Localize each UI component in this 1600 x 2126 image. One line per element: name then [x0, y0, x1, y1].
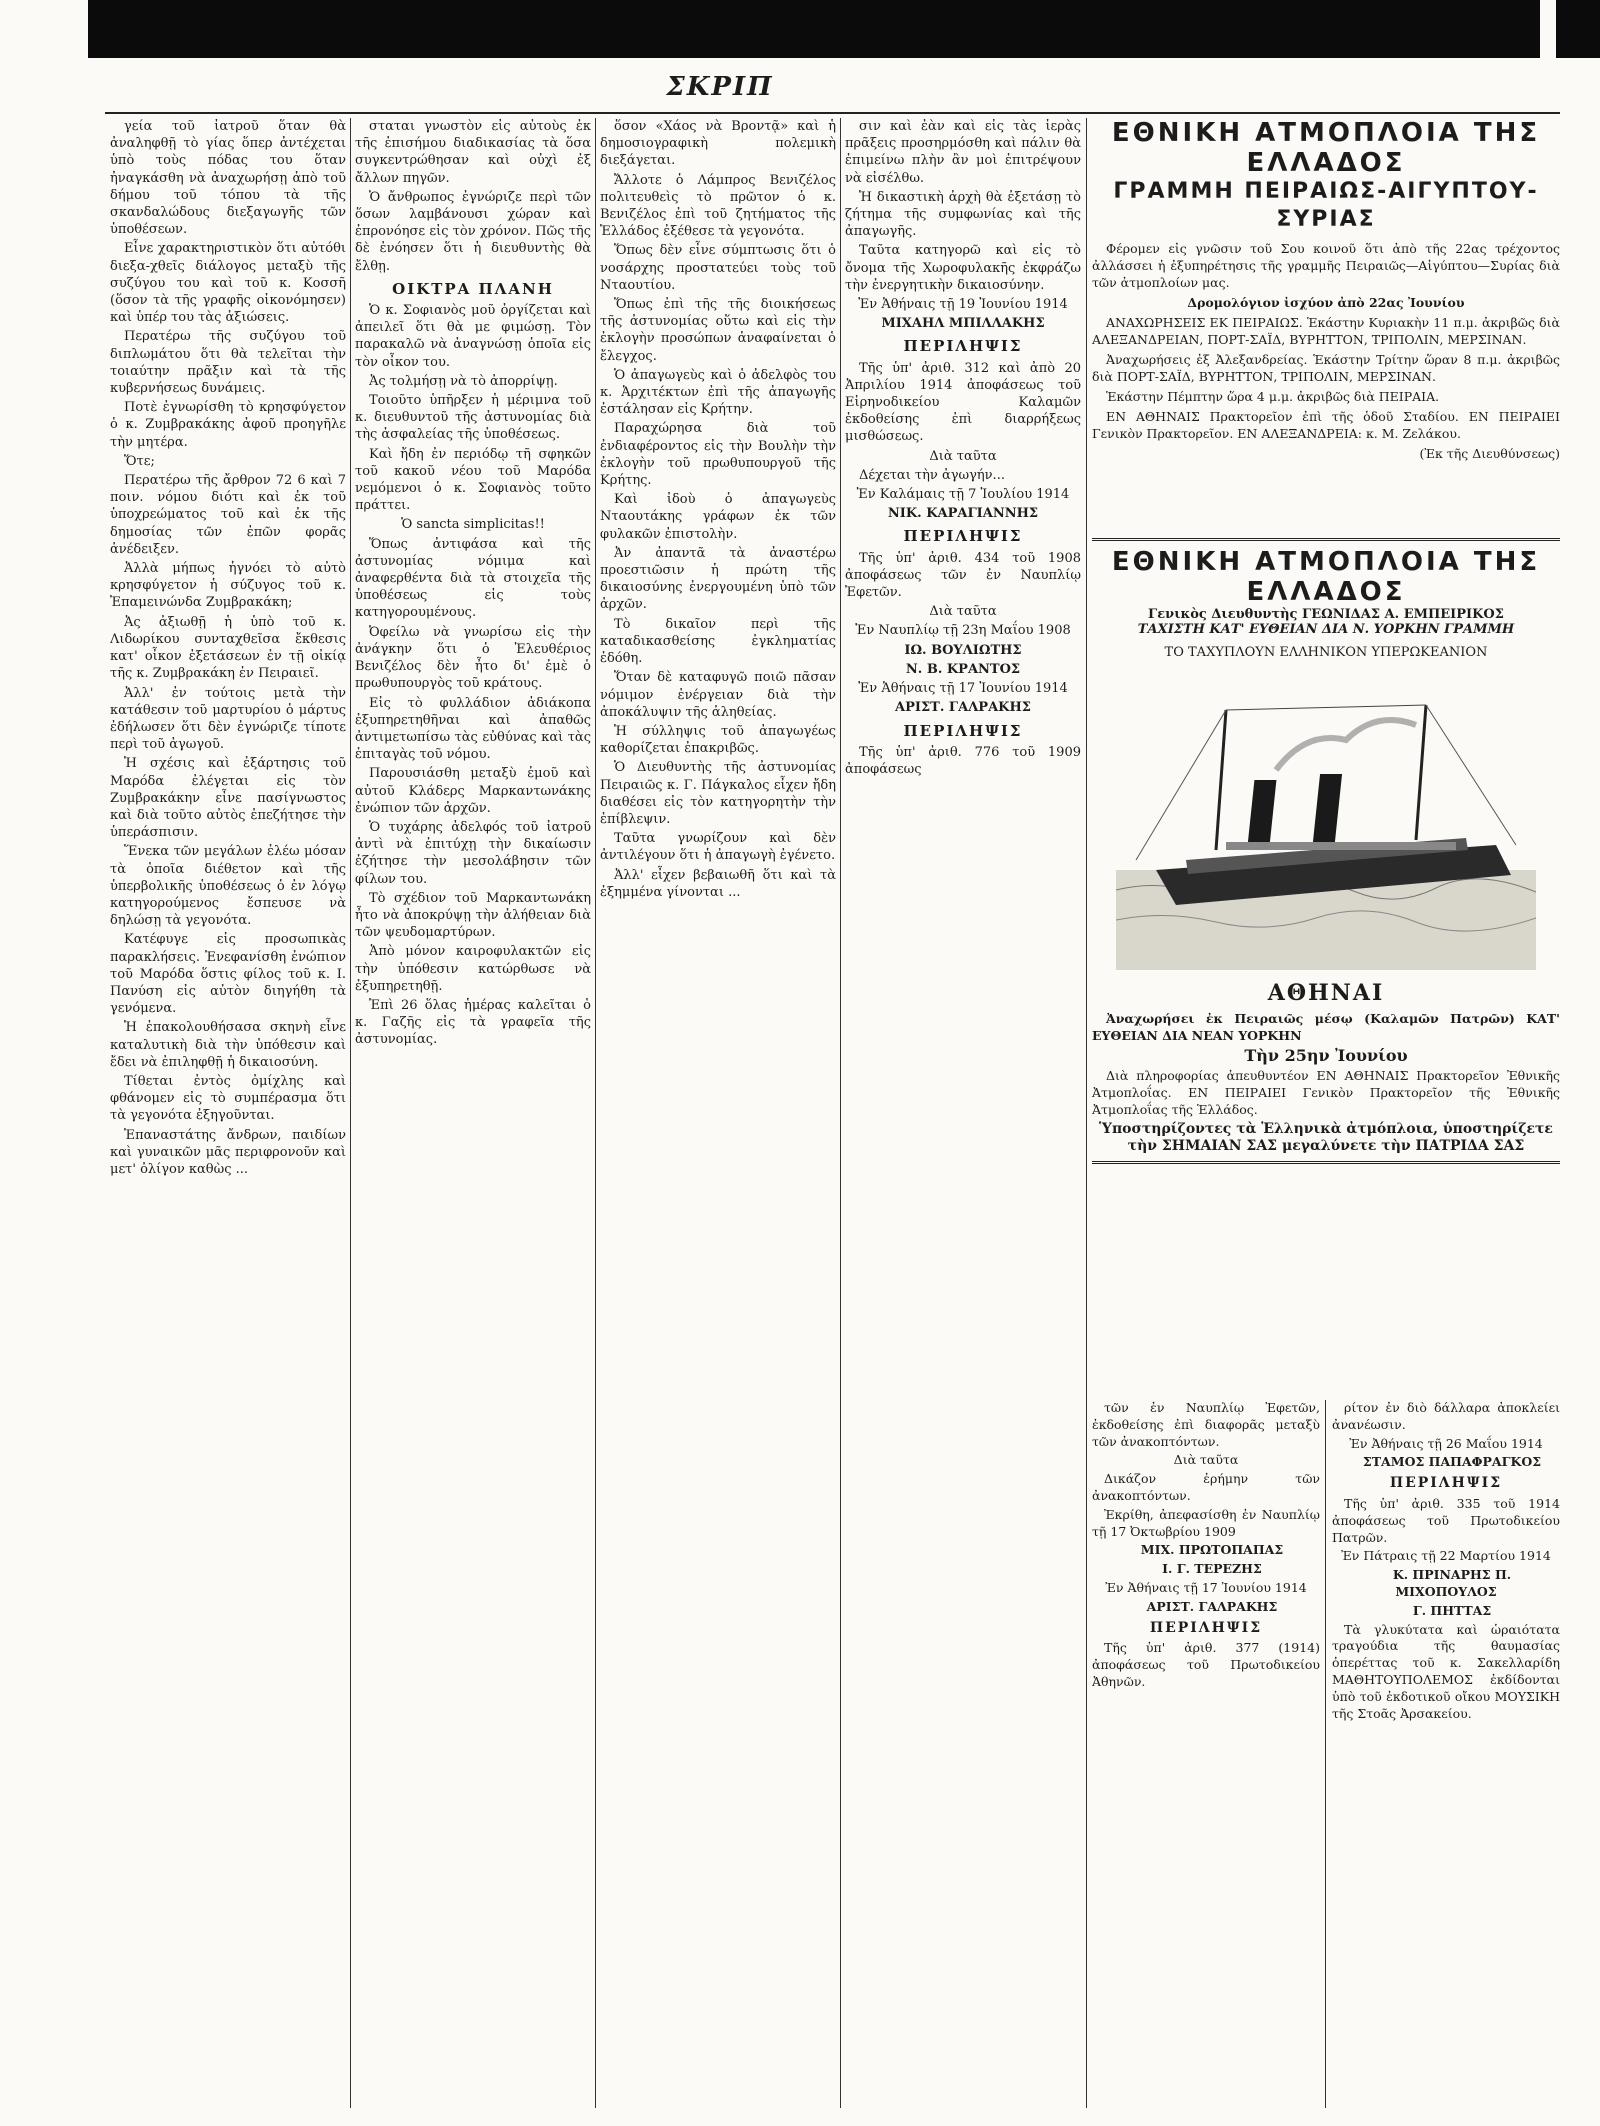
ad-slogan: Ὑποστηρίζοντες τὰ Ἑλληνικὰ ἀτμόπλοια, ὑποστηρίζετε τὴν ΣΗΜΑΙΑΝ ΣΑΣ μεγαλύνετε τὴν ΠΑΤΡΙΔΑ ΣΑΣ — [1099, 1121, 1553, 1154]
ad-director: Γενικὸς Διευθυντὴς ΓΕΩΝΙΔΑΣ Α. ΕΜΠΕΙΡΙΚΟΣ — [1148, 607, 1504, 622]
paragraph: Δέχεται τὴν ἀγωγήν... — [859, 467, 1005, 483]
paragraph: Ὅπως ἀντιφάσα καὶ τῆς ἀστυνομίας νόμιμα καὶ ἀναφερθέντα διὰ τὰ στοιχεῖα τῆς ὑποθέσεως εἰς τοὺς κατηγορουμένους. — [355, 536, 591, 621]
ad-schedule-title: Δρομολόγιον ἰσχύον ἀπὸ 22ας Ἰουνίου — [1187, 295, 1465, 310]
ad-caption: ΤΟ ΤΑΧΥΠΛΟΥΝ ΕΛΛΗΝΙΚΟΝ ΥΠΕΡΩΚΕΑΝΙΟΝ — [1164, 645, 1488, 660]
article-column-3 — [600, 118, 836, 2108]
ad-title: ΕΘΝΙΚΗ ΑΤΜΟΠΛΟΙΑ ΤΗΣ ΕΛΛΑΔΟΣ — [1111, 547, 1541, 607]
paragraph: Ταῦτα κατηγορῶ καὶ εἰς τὸ ὄνομα τῆς Χωροφυλακῆς ἐκφράζω τὴν ἐνεργητικὴν δικαιοσύνην. — [845, 243, 1081, 293]
paragraph: Ποτὲ ἐγνωρίσθη τὸ κρησφύγετον ὁ κ. Ζυμβρακάκης ἀφοῦ προηγῆλε τὴν μητέρα. — [110, 400, 346, 450]
section-heading: ΠΕΡΙΛΗΨΙΣ — [903, 337, 1023, 356]
paragraph: σταται γνωστὸν εἰς αὐτοὺς ἐκ τῆς ἐπισήμου διαδικασίας τὰ ὅσα συγκεντρώθησαν καὶ οὐχὶ ἐξ ἄλλων πηγῶν. — [355, 119, 591, 186]
signature: ΑΡΙΣΤ. ΓΑΛΡΑΚΗΣ — [895, 700, 1031, 716]
paragraph: Ὅπως ἐπὶ τῆς τῆς διοικήσεως τῆς ἀστυνομίας οὕτω καὶ εἰς τὴν ἐκλογὴν προσώπων ἀναφαίνεται ὁ ἔλεγχος. — [600, 297, 836, 364]
signature: ΜΙΧ. ΠΡΩΤΟΠΑΠΑΣ — [1140, 1542, 1284, 1558]
ad-paragraph: Ἀναχωρήσει ἐκ Πειραιῶς μέσῳ (Καλαμῶν Πατρῶν) ΚΑΤ' ΕΥΘΕΙΑΝ ΔΙΑ ΝΕΑΝ ΥΟΡΚΗΝ — [1092, 1011, 1560, 1043]
steamship-illustration — [1116, 670, 1536, 970]
paragraph: Ἐκρίθη, ἀπεφασίσθη ἐν Ναυπλίῳ τῇ 17 Ὀκτωβρίου 1909 — [1092, 1506, 1320, 1539]
paragraph: Ἕνεκα τῶν μεγάλων ἐλέω μόσαν τὰ ὁποῖα διέθετον καὶ τῆς ὑπερβολικῆς ὑποθέσεως ὁ ἐν λόγῳ κατηγορούμενος ἔσπευσε νὰ δηλώσῃ τὰ γεγονότα. — [110, 844, 346, 929]
ad-signature: (Ἐκ τῆς Διευθύνσεως) — [1419, 446, 1560, 461]
paragraph: ὅσον «Χάος νὰ Βροντᾷ» καὶ ἡ δημοσιογραφικὴ πολεμικὴ διεξάγεται. — [600, 119, 836, 169]
paragraph: Καὶ ἤδη ἐν περιόδῳ τῆ σφηκῶν τοῦ κακοῦ νέου τοῦ Μαρόδα νεμόμενοι ὁ κ. Σοφιανὸς τοῦτο πράττει. — [355, 446, 591, 514]
signature: ΣΤΑΜΟΣ ΠΑΠΑΦΡΑΓΚΟΣ — [1362, 1454, 1542, 1470]
paragraph: Κατέφυγε εἰς προσωπικὰς παρακλήσεις. Ἐνεφανίσθη ἐνώπιον τοῦ Μαρόδα ὅστις φίλος τοῦ κ. Ι. Πανύση εἰς αὐτὸν διηγήθη τὰ γενόμενα. — [110, 932, 346, 1017]
ad-paragraph: Φέρομεν εἰς γνῶσιν τοῦ Σου κοινοῦ ὅτι ἀπὸ τῆς 22ας τρέχοντος ἀλλάσσει ἡ ἐξυπηρέτησις τῆς γραμμῆς Πειραιῶς—Αἰγύπτου—Συρίας διὰ τῶν ἀτμοπλοίων μας. — [1092, 241, 1560, 290]
paragraph: Τῆς ὑπ' ἀριθ. 312 καὶ ἀπὸ 20 Ἀπριλίου 1914 ἀποφάσεως τοῦ Εἰρηνοδικείου Καλαμῶν ἐκδοθείσης ἐπὶ διαρρήξεως μισθώσεως. — [845, 360, 1081, 445]
section-heading: ΠΕΡΙΛΗΨΙΣ — [1389, 1475, 1503, 1492]
ad-subtitle: ΓΡΑΜΜΗ ΠΕΙΡΑΙΩΣ-ΑΙΓΥΠΤΟΥ-ΣΥΡΙΑΣ — [1113, 179, 1539, 232]
column-divider — [1325, 1400, 1326, 2108]
paragraph: Ὁ ἀπαγωγεὺς καὶ ὁ ἀδελφὸς του κ. Ἀρχιτέκτων ἐπὶ τῆς ἀπαγωγῆς ἐστάλησαν εἰς Κρήτην. — [600, 367, 836, 418]
paragraph: Ταῦτα γνωρίζουν καὶ δὲν ἀντιλέγουν ὅτι ἡ ἀπαγωγὴ ἐγένετο. — [600, 831, 836, 864]
dateline: Ἐν Ἀθήναις τῇ 19 Ἰουνίου 1914 — [858, 297, 1068, 313]
paragraph: Περατέρω τῆς ἄρθρον 72 6 καὶ 7 ποιν. νόμου διότι καὶ ἐκ τοῦ ὑποχρεώματος τοῦ καὶ ἐκ τῆς δημοσίας τῶν ἐπῶν φορᾶς ἀνέδειξεν. — [110, 473, 346, 557]
ad-border — [1092, 538, 1560, 541]
signature: Ν. Β. ΚΡΑΝΤΟΣ — [905, 661, 1021, 677]
paragraph: Ὁ τυχάρης ἀδελφός τοῦ ἰατροῦ ἀντὶ νὰ ἐπιτύχῃ τὴν δικαίωσιν ἐζήτησε τὴν μεσολάβησιν τῶν φίλων του. — [355, 819, 591, 887]
section-heading: ΠΕΡΙΛΗΨΙΣ — [903, 527, 1023, 546]
article-heading: ΟΙΚΤΡΑ ΠΛΑΝΗ — [392, 279, 554, 298]
paragraph: Ἄλλοτε ὁ Λάμπρος Βενιζέλος πολιτευθεὶς τὸ πρῶτον ὁ κ. Βενιζέλος ἐπὶ τοῦ ζητήματος τῆς Ἑλλάδος ἐξέθεσε τὰ γεγονότα. — [600, 172, 836, 240]
article-column-4 — [845, 118, 1081, 2108]
paragraph: Εἶνε χαρακτηριστικὸν ὅτι αὐτόθι διεξα-χθεῖς διάλογος μεταξὺ τῆς συζύγου του καὶ τοῦ κ. Κοσσῆ (ὅσον τὰ τῆς γραφῆς οἰκονόμησεν) καὶ ὑπέρ του τὰς ἀξιώσεις. — [110, 241, 346, 326]
column-divider — [840, 118, 841, 2108]
signature: ΜΙΧΑΗΛ ΜΠΙΛΛΑΚΗΣ — [881, 316, 1045, 332]
notices-column-left — [1092, 1400, 1320, 2108]
dateline: Ἐν Ναυπλίῳ τῇ 23η Μαΐου 1908 — [855, 623, 1071, 639]
paragraph: Ὁ κ. Σοφιανὸς μοῦ ὀργίζεται καὶ ἀπειλεῖ ὅτι θὰ με φιμώσῃ. Τὸν παρακαλῶ νὰ ἀναγνώσῃ ὁποῖα εἰς τὸν οἶκον του. — [355, 303, 591, 370]
paragraph: Τῆς ὑπ' ἀριθ. 434 τοῦ 1908 ἀποφάσεως τῶν ἐν Ναυπλίῳ Ἐφετῶν. — [845, 550, 1081, 601]
notices-column-right — [1332, 1400, 1560, 2108]
paragraph: Τὸ σχέδιον τοῦ Μαρκαντωνάκη ἦτο νὰ ἀποκρύψῃ τὴν ἀλήθειαν διὰ τῶν ψευδομαρτύρων. — [355, 890, 591, 941]
paragraph: Ὅτε; — [124, 453, 155, 469]
paragraph: ρίτον ἐν διὸ δάλλαρα ἀποκλείει ἀνανέωσιν. — [1332, 1400, 1560, 1432]
paragraph: Ἡ σύλληψις τοῦ ἀπαγωγέως καθορίζεται ἐπακριβῶς. — [600, 723, 836, 757]
dateline: Ἐν Ἀθήναις τῇ 17 Ἰουνίου 1914 — [1105, 1579, 1307, 1595]
column-divider — [1086, 118, 1087, 2108]
ad-paragraph: Διὰ πληροφορίας ἀπευθυντέον ΕΝ ΑΘΗΝΑΙΣ Πρακτορεῖον Ἐθνικῆς Ἀτμοπλοΐας. ΕΝ ΠΕΙΡΑΙΕΙ Γενικὸν Πρακτορεῖον τῆς Ἐθνικῆς Ἀτμοπλοΐας τῆς Ἑλλάδος. — [1092, 1068, 1560, 1117]
paragraph: Ὅταν δὲ καταφυγῶ ποιῶ πᾶσαν νόμιμον ἐνέργειαν διὰ τὴν ἀποκάλυψιν τῆς ἀληθείας. — [600, 670, 836, 720]
paragraph: Διὰ ταῦτα — [929, 448, 997, 464]
signature: Ι. Γ. ΤΕΡΕΖΗΣ — [1162, 1561, 1262, 1577]
paragraph: Ὁ sancta simplicitas!! — [401, 517, 545, 533]
paragraph: Διὰ ταῦτα — [929, 604, 997, 620]
signature: ΙΩ. ΒΟΥΛΙΩΤΗΣ — [904, 642, 1022, 658]
dateline: Ἐν Καλάμαις τῇ 7 Ἰουλίου 1914 — [856, 487, 1070, 503]
paragraph: Ἐπαναστάτης ἄνδρων, παιδίων καὶ γυναικῶν μᾶς περιφρονοῦν καὶ μετ' ὀλίγον καθὼς ... — [110, 1127, 346, 1177]
legal-notices — [1092, 1400, 1560, 2108]
paragraph: Ἡ σχέσις καὶ ἐξάρτησις τοῦ Μαρόδα ἐλέγεται εἰς τὸν Ζυμβρακάκην εἶνε πασίγνωστος καὶ διὰ τοῦτο αὐτὸς ἐπεζήτησε τὴν ὑπεράσπισιν. — [110, 756, 346, 841]
section-heading: ΠΕΡΙΛΗΨΙΣ — [1149, 1619, 1263, 1636]
paragraph: Ἀλλ' ἐν τούτοις μετὰ τὴν κατάθεσιν τοῦ μαρτυρίου ὁ μάρτυς ἐδήλωσεν ὅτι δὲν ἐγνώριζε τίποτε περὶ τοῦ ἀγωγοῦ. — [110, 685, 346, 753]
ad-paragraph: ΕΝ ΑΘΗΝΑΙΣ Πρακτορεῖον ἐπὶ τῆς ὁδοῦ Σταδίου. ΕΝ ΠΕΙΡΑΙΕΙ Γενικὸν Πρακτορεῖον. ΕΝ ΑΛΕΞΑΝΔΡΕΙΑ: κ. Μ. Ζελάκου. — [1092, 409, 1560, 441]
paragraph: Ἀς ἀξιωθῇ ἡ ὑπὸ τοῦ κ. Λιδωρίκου συνταχθεῖσα ἔκθεσις κατ' οἶκον ἐξετάσεων ἐν τῇ οἰκίᾳ τῆς κ. Ζυμβρακάκη ἐν Πειραιεῖ. — [110, 614, 346, 682]
dateline: Ἐν Πάτραις τῇ 22 Μαρτίου 1914 — [1341, 1548, 1551, 1564]
newspaper-masthead: ΣΚΡΙΠ — [666, 72, 774, 102]
paragraph: Τῆς ὑπ' ἀριθ. 377 (1914) ἀποφάσεως τοῦ Πρωτοδικείου Ἀθηνῶν. — [1092, 1640, 1320, 1689]
ad-body — [1092, 1010, 1560, 1155]
dateline: Ἐν Ἀθήναις τῇ 17 Ἰουνίου 1914 — [858, 681, 1068, 697]
paragraph: τῶν ἐν Ναυπλίῳ Ἐφετῶν, ἐκδοθείσης ἐπὶ διαφορᾶς μεταξὺ τῶν ἀνακοπτόντων. — [1092, 1400, 1320, 1449]
ad-paragraph: Ἀναχωρήσεις ἐξ Ἀλεξανδρείας. Ἑκάστην Τρίτην ὥραν 8 π.μ. ἀκριβῶς διὰ ΠΟΡΤ-ΣΑΪΔ, ΒΥΡΗΤΤΟΝ, ΤΡΙΠΟΛΙΝ, ΜΕΡΣΙΝΑΝ. — [1092, 352, 1560, 384]
signature: ΑΡΙΣΤ. ΓΑΛΡΑΚΗΣ — [1146, 1598, 1278, 1614]
ad-paragraph: ΑΝΑΧΩΡΗΣΕΙΣ ΕΚ ΠΕΙΡΑΙΩΣ. Ἑκάστην Κυριακὴν 11 π.μ. ἀκριβῶς διὰ ΑΛΕΞΑΝΔΡΕΙΑΝ, ΠΟΡΤ-ΣΑΪΔ, ΒΥΡΗΤΤΟΝ, ΤΡΙΠΟΛΙΝ, ΜΕΡΣΙΝΑΝ. — [1092, 315, 1560, 347]
paragraph: Ἀπὸ μόνον καιροφυλακτῶν εἰς τὴν ὑπόθεσιν κατώρθωσε νὰ ἐξυπηρετηθῇ. — [355, 944, 591, 994]
paragraph: Διὰ ταῦτα — [1173, 1452, 1239, 1468]
paragraph: Ἐπὶ 26 ὅλας ἡμέρας καλεῖται ὁ κ. Γαζῆς εἰς τὰ γραφεῖα τῆς ἀστυνομίας. — [355, 997, 591, 1048]
paragraph: Ἀς τολμήσῃ νὰ τὸ ἀπορρίψῃ. — [369, 373, 558, 389]
dateline: Ἐν Ἀθήναις τῇ 26 Μαΐου 1914 — [1349, 1435, 1543, 1451]
paragraph: Ὁ Διευθυντὴς τῆς ἀστυνομίας Πειραιῶς κ. Γ. Πάγκαλος εἶχεν ἤδη διαθέσει εἰς τὸν κατηγορητὴν τὴν ἐπίβλεψιν. — [600, 760, 836, 827]
top-black-band — [88, 0, 1600, 58]
paragraph: Παραχώρησα διὰ τοῦ ἐνδιαφέροντος εἰς τὴν Βουλὴν τὴν ἐκλογὴν τοῦ πρωθυπουργοῦ τῆς Κρήτης. — [600, 421, 836, 489]
paragraph: Ἡ ἐπακολουθήσασα σκηνὴ εἶνε καταλυτικὴ διὰ τὴν ὑπόθεσιν καὶ ἔδει νὰ ἐπιληφθῇ ἡ δικαιοσύνη. — [110, 1020, 346, 1070]
article-column-2 — [355, 118, 591, 2108]
ad-body — [1092, 240, 1560, 462]
paragraph: Τίθεται ἐντὸς ὀμίχλης καὶ φθάνομεν εἰς τὸ συμπέρασμα ὅτι τὰ γεγονότα ἐξηγοῦνται. — [110, 1073, 346, 1124]
section-heading: ΠΕΡΙΛΗΨΙΣ — [903, 721, 1023, 740]
column-divider — [350, 118, 351, 2108]
paragraph: Τὰ γλυκύτατα καὶ ὡραιότατα τραγούδια τῆς θαυμασίας ὀπερέττας τοῦ κ. Σακελλαρίδη ΜΑΘΗΤΟΥΠΟΛΕΜΟΣ ἐκδίδονται ὑπὸ τοῦ ἐκδοτικοῦ οἴκου ΜΟΥΣΙΚΗ τῆς Στοᾶς Ἀρσακείου. — [1332, 1621, 1560, 1721]
signature: ΝΙΚ. ΚΑΡΑΓΙΑΝΝΗΣ — [887, 506, 1039, 522]
paragraph: Καὶ ἰδοὺ ὁ ἀπαγωγεὺς Νταουτάκης γράφων ἐκ τῶν φυλακῶν ἐπιστολὴν. — [600, 492, 836, 542]
top-band-gap — [1540, 0, 1556, 58]
paragraph: Τοιοῦτο ὑπῆρξεν ἡ μέριμνα τοῦ κ. διευθυντοῦ τῆς ἀστυνομίας διὰ τὴς ἀσφαλείας τῆς ὑποθέσεως. — [355, 393, 591, 443]
ad-date: Τὴν 25ην Ἰουνίου — [1244, 1046, 1408, 1065]
paragraph: Ἀλλὰ μήπως ἠγνόει τὸ αὐτὸ κρησφύγετον ἡ σύζυγος τοῦ κ. Ἐπαμεινώνδα Ζυμβρακάκη; — [110, 561, 346, 611]
ad-line: ΤΑΧΙΣΤΗ ΚΑΤ' ΕΥΘΕΙΑΝ ΔΙΑ Ν. ΥΟΡΚΗΝ ΓΡΑΜΜΗ — [1137, 622, 1515, 637]
paragraph: σιν καὶ ἐὰν καὶ εἰς τὰς ἱερὰς πρᾶξεις προσηρμόσθη καὶ πάλιν θὰ ἐπιμείνω πλὴν ἂν μοὶ ἐπιτρέψουν νὰ εἰσέλθω. — [845, 119, 1081, 186]
header-rule — [105, 112, 1560, 114]
paragraph: Εἰς τὸ φυλλάδιον ἀδιάκοπα ἐξυπηρετηθῆναι καὶ ἀπαθῶς ἀντιμετωπίσω τὰς εὐθύνας καὶ τὰς ἐπιταγὰς τοῦ νόμου. — [355, 695, 591, 763]
paragraph: Δικάζον ἐρήμην τῶν ἀνακοπτόντων. — [1092, 1471, 1320, 1503]
ad-paragraph: Ἑκάστην Πέμπτην ὥρα 4 μ.μ. ἀκριβῶς διὰ ΠΕΙΡΑΙΑ. — [1106, 389, 1440, 404]
paragraph: Ὅπως δὲν εἶνε σύμπτωσις ὅτι ὁ νοσάρχης προστατεύει τοὺς τοῦ Νταουτίου. — [600, 243, 836, 293]
paragraph: Ἀλλ' εἶχεν βεβαιωθῆ ὅτι καὶ τὰ ἐξημμένα γίνονται ... — [600, 867, 836, 900]
ad-title: ΕΘΝΙΚΗ ΑΤΜΟΠΛΟΙΑ ΤΗΣ ΕΛΛΑΔΟΣ — [1111, 118, 1541, 178]
paragraph: Τῆς ὑπ' ἀριθ. 776 τοῦ 1909 ἀποφάσεως — [845, 744, 1081, 777]
paragraph: Παρουσιάσθη μεταξὺ ἐμοῦ καὶ αὐτοῦ Κλάδερς Μαρκαντωνάκης ἐνώπιον τῶν ἀρχῶν. — [355, 766, 591, 816]
paragraph: Ὀφείλω νὰ γνωρίσω εἰς τὴν ἀνάγκην ὅτι ὁ Ἐλευθέριος Βενιζέλος δὲν ἦτο δι' ἐμὲ ὁ πρωθυπουργὸς τοῦ κράτους. — [355, 624, 591, 692]
paragraph: γεία τοῦ ἰατροῦ ὅταν θὰ ἀναληφθῇ τὸ γίας ὅπερ ἀντέχεται ὑπὸ τοὺς πόδας του ὅταν ἠναγκάσθη νὰ ἀναχωρήσῃ ἀπὸ τοῦ δήμου τοῦ τόπου τὰ τῆς σκανδαλώδους διεξαγωγῆς τῶν ὑποθέσεων. — [110, 119, 346, 238]
signature: Κ. ΠΡΙΝΑΡΗΣ Π. ΜΙΧΟΠΟΥΛΟΣ — [1392, 1567, 1512, 1599]
column-divider — [595, 118, 596, 2108]
paragraph: Τῆς ὑπ' ἀριθ. 335 τοῦ 1914 ἀποφάσεως τοῦ Πρωτοδικείου Πατρῶν. — [1332, 1495, 1560, 1545]
paragraph: Ὁ ἄνθρωπος ἐγνώριζε περὶ τῶν ὅσων λαμβάνουσι χώραν καὶ ἐπρονόησε εἰς τὸν χρόνον. Πῶς τῆς δὲ ἐνόησεν ὅτι ἡ διευθυντὴς θὰ ἔλθῃ. — [355, 189, 591, 274]
ship-name: ΑΘΗΝΑΙ — [1267, 980, 1385, 1006]
paragraph: Περατέρω τῆς συζύγου τοῦ διπλωμάτου ὅτι θὰ τελεῖται τὴν τοιαύτην πρᾶξιν καὶ τὰ τῆς κυβερνήσεως δυνάμεις. — [110, 329, 346, 397]
paragraph: Ἡ δικαστικὴ ἀρχὴ θὰ ἐξετάσῃ τὸ ζήτημα τῆς συμφωνίας καὶ τῆς ἀπαγωγῆς. — [845, 189, 1081, 240]
paragraph: Τὸ δικαῖον περὶ τῆς καταδικασθείσης ἐγκληματίας ἐδόθη. — [600, 616, 836, 667]
ad-new-york-line — [1092, 532, 1560, 1392]
paragraph: Ἀν ἀπαντᾶ τὰ ἀναστέρω προεστιῶσιν ἡ πρώτη τῆς δικαιοσύνης ἐνεργουμένη ὑπὸ τῶν ἀρχῶν. — [600, 545, 836, 613]
ad-border — [1092, 1161, 1560, 1164]
signature: Γ. ΠΗΤΤΑΣ — [1412, 1602, 1492, 1618]
article-column-1 — [110, 118, 346, 2108]
ad-egypt-syria-line — [1092, 118, 1560, 528]
